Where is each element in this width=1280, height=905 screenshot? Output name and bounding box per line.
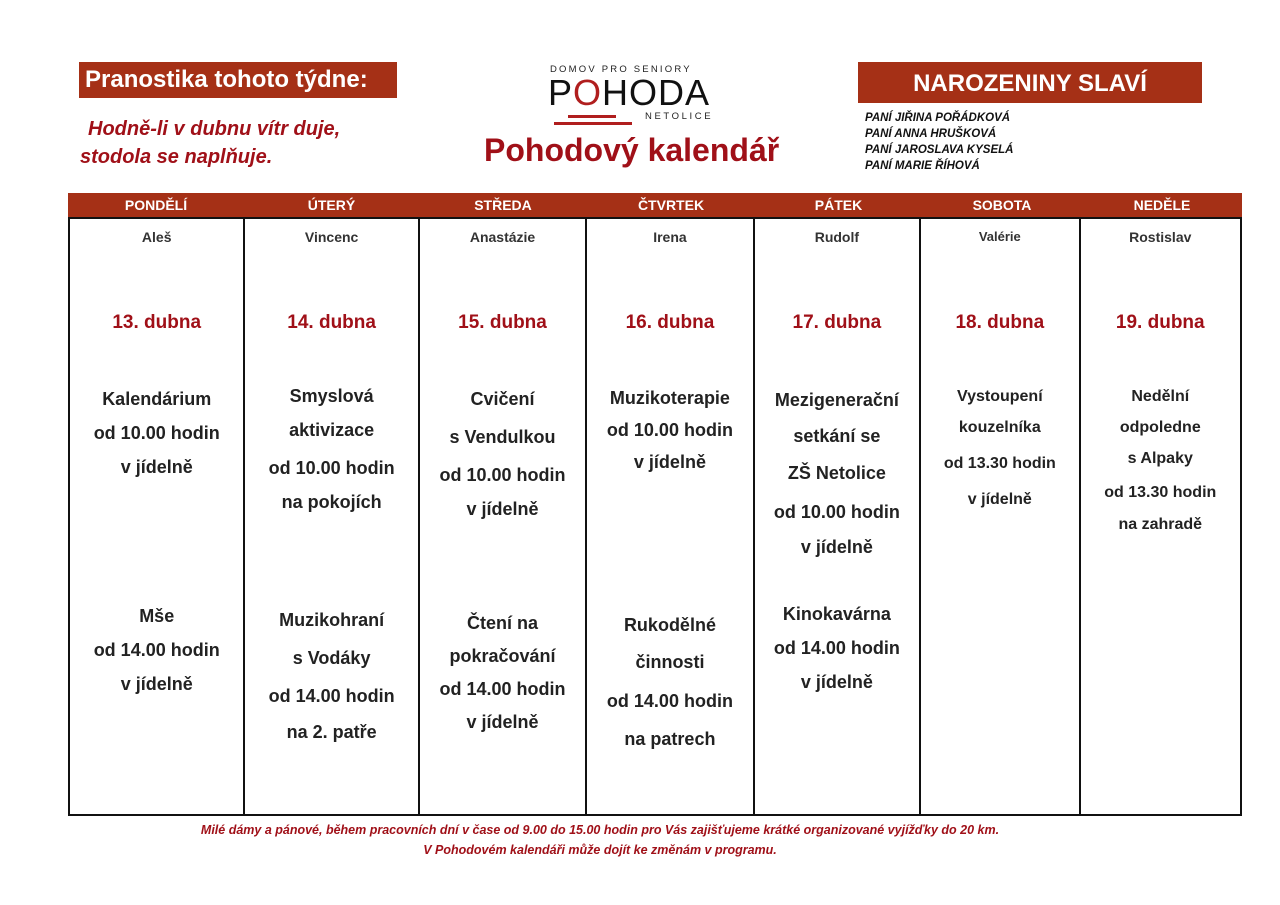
- activity-line: od 10.00 hodin: [268, 458, 395, 478]
- footer-line: V Pohodovém kalendáři může dojít ke změnám v programu.: [423, 843, 777, 857]
- activity-line: odpoledne: [1119, 419, 1201, 436]
- day-column-saturday: [921, 219, 1080, 814]
- day-column-tuesday: [245, 219, 419, 814]
- activity-line: Rukodělné: [623, 615, 716, 635]
- weekday-label: PONDĚLÍ: [124, 197, 188, 213]
- morning-activity: [921, 381, 1078, 515]
- activity-line: v jídelně: [120, 457, 193, 477]
- morning-activity: [420, 380, 585, 524]
- activity-line: v jídelně: [967, 491, 1032, 508]
- day-column-wednesday: [420, 219, 587, 814]
- weekday-label: PÁTEK: [814, 197, 863, 213]
- proverb-line: stodola se naplňuje.: [80, 146, 273, 168]
- activity-line: kouzelníka: [958, 419, 1041, 436]
- activity-line: na patrech: [624, 729, 716, 749]
- activity-line: Muzikohraní: [279, 610, 385, 630]
- activity-line: Nedělní: [1131, 388, 1190, 405]
- activity-line: od 10.00 hodin: [93, 423, 220, 443]
- activity-line: na 2. patře: [286, 722, 377, 742]
- date: 17. dubna: [792, 312, 882, 333]
- nameday: Valérie: [978, 229, 1021, 244]
- logo-letter-o: O: [573, 72, 603, 113]
- activity-line: setkání se: [793, 426, 881, 446]
- birthday-name: PANÍ JIŘINA POŘÁDKOVÁ: [865, 112, 1011, 124]
- calendar-title: Pohodový kalendář: [484, 132, 780, 168]
- activity-line: Mše: [139, 606, 175, 626]
- day-column-sunday: [1081, 219, 1240, 814]
- activity-line: Kinokavárna: [782, 604, 891, 624]
- activity-line: od 10.00 hodin: [606, 420, 733, 440]
- logo-bottom-text: NETOLICE: [645, 111, 714, 122]
- activity-line: s Alpaky: [1127, 450, 1193, 467]
- activity-line: s Vodáky: [292, 648, 371, 668]
- afternoon-activity: [587, 607, 752, 758]
- activity-line: Muzikoterapie: [609, 388, 730, 408]
- logo-top-text: DOMOV PRO SENIORY: [550, 64, 692, 75]
- birthday-name: PANÍ ANNA HRUŠKOVÁ: [865, 128, 997, 140]
- activity-line: Cvičení: [470, 389, 535, 409]
- activity-line: činnosti: [635, 652, 705, 672]
- activity-line: Mezigenerační: [774, 390, 899, 410]
- activity-line: na pokojích: [281, 492, 382, 512]
- weekday-label: NEDĚLE: [1133, 197, 1191, 213]
- weekday-label: SOBOTA: [972, 197, 1032, 213]
- nameday: Irena: [653, 229, 687, 245]
- activity-line: s Vendulkou: [449, 427, 556, 447]
- date: 18. dubna: [955, 312, 1045, 333]
- activity-line: Smyslová: [289, 386, 374, 406]
- date: 13. dubna: [112, 312, 202, 333]
- activity-line: od 14.00 hodin: [93, 640, 220, 660]
- birthday-name: PANÍ MARIE ŘÍHOVÁ: [865, 160, 980, 172]
- day-column-monday: [70, 219, 245, 814]
- afternoon-activity: [245, 601, 417, 749]
- birthdays-list: [865, 110, 1205, 174]
- activity-line: od 14.00 hodin: [268, 686, 395, 706]
- activity-line: v jídelně: [633, 452, 706, 472]
- activity-line: od 10.00 hodin: [773, 502, 900, 522]
- logo-underline: [568, 115, 616, 118]
- nameday: Aleš: [141, 229, 172, 245]
- logo-letters: HODA: [602, 72, 711, 113]
- activity-line: na zahradě: [1118, 516, 1203, 533]
- weekday-label: STŘEDA: [474, 197, 532, 213]
- activity-line: Kalendárium: [102, 389, 212, 409]
- proverb-line: Hodně-li v dubnu vítr duje,: [88, 118, 341, 140]
- activity-line: od 13.30 hodin: [943, 455, 1056, 472]
- activity-line: v jídelně: [800, 537, 873, 557]
- weekday-label: ÚTERÝ: [307, 197, 356, 213]
- morning-activity: [587, 382, 752, 478]
- activity-line: ZŠ Netolice: [787, 463, 886, 483]
- activity-line: od 14.00 hodin: [606, 691, 733, 711]
- activity-line: Čtení na: [467, 613, 539, 633]
- morning-activity: [755, 382, 919, 562]
- afternoon-activity: [420, 607, 585, 739]
- activity-line: v jídelně: [120, 674, 193, 694]
- afternoon-activity: [755, 597, 919, 699]
- morning-activity: [70, 382, 243, 484]
- morning-activity: [245, 379, 417, 519]
- date: 14. dubna: [287, 312, 376, 333]
- weekday-label: ČTVRTEK: [637, 197, 705, 213]
- activity-line: od 13.30 hodin: [1104, 484, 1217, 501]
- logo-letter: P: [548, 72, 574, 113]
- day-column-thursday: [587, 219, 754, 814]
- activity-line: v jídelně: [800, 672, 873, 692]
- date: 16. dubna: [625, 312, 715, 333]
- logo-underline: [554, 122, 632, 125]
- date: 15. dubna: [458, 312, 547, 333]
- date: 19. dubna: [1115, 312, 1205, 333]
- activity-line: od 10.00 hodin: [439, 465, 566, 485]
- proverb-text: [80, 115, 470, 171]
- footer-line: Milé dámy a pánové, během pracovních dní v čase od 9.00 do 15.00 hodin pro Vás zajišťujeme krátké organizované vyjížďky do 20 km.: [200, 823, 1000, 837]
- afternoon-activity: [70, 599, 243, 701]
- activity-line: aktivizace: [289, 420, 375, 440]
- logo-main-text: [548, 74, 710, 112]
- nameday: Rostislav: [1129, 229, 1192, 245]
- nameday: Anastázie: [469, 229, 536, 245]
- activity-line: v jídelně: [466, 499, 539, 519]
- activity-line: od 14.00 hodin: [439, 679, 566, 699]
- activity-line: Vystoupení: [957, 388, 1043, 405]
- proverb-title: Pranostika tohoto týdne:: [79, 62, 397, 98]
- nameday: Vincenc: [304, 229, 359, 245]
- activity-line: pokračování: [449, 646, 556, 666]
- weekday-header: [68, 193, 1242, 217]
- activity-line: od 14.00 hodin: [773, 638, 900, 658]
- calendar-table: [68, 217, 1242, 816]
- morning-activity: [1081, 381, 1240, 538]
- pohoda-logo: [540, 64, 740, 130]
- birthdays-title: NAROZENINY SLAVÍ: [858, 62, 1202, 103]
- nameday: Rudolf: [814, 229, 860, 245]
- day-column-friday: [755, 219, 921, 814]
- footer-note: [0, 820, 1200, 860]
- activity-line: v jídelně: [466, 712, 539, 732]
- birthday-name: PANÍ JAROSLAVA KYSELÁ: [865, 144, 1014, 156]
